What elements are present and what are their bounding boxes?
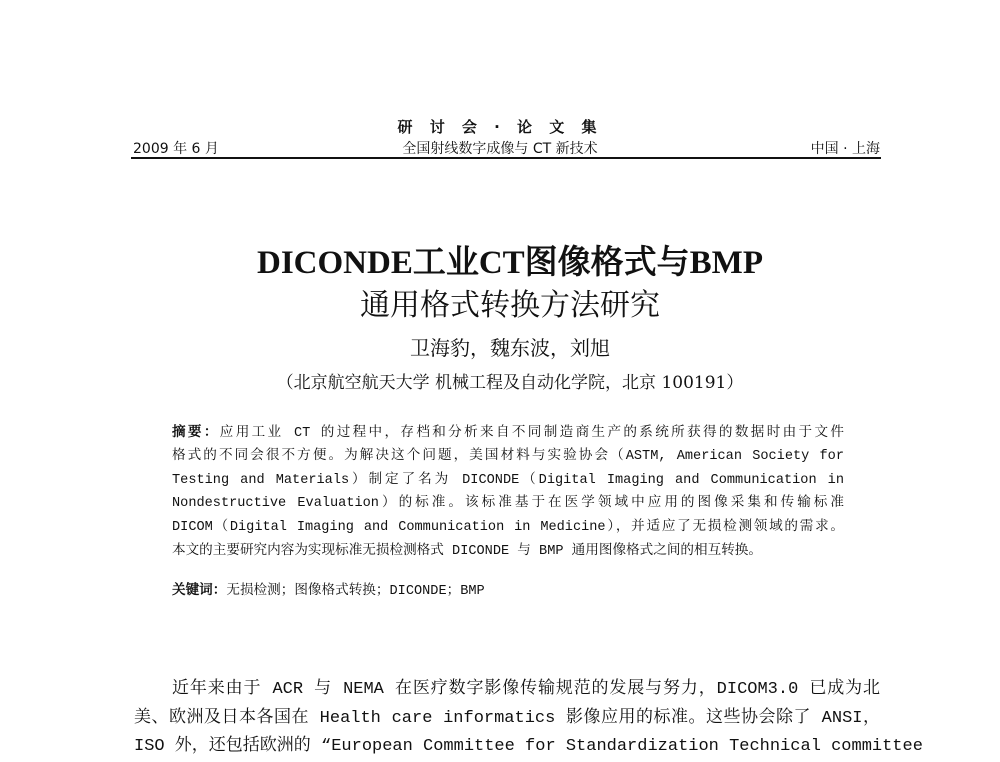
- header-rule: [131, 157, 881, 159]
- abstract-line: DICOM（Digital Imaging and Communication in Medicine），并适应了无损检测领域的需求。: [172, 520, 844, 536]
- header-conference: 全国射线数字成像与 CT 新技术: [402, 141, 598, 157]
- abstract-line: Testing and Materials）制定了名为 DICONDE（Digital Imaging and Communication in: [172, 472, 844, 488]
- abstract-line: 格式的不同会很不方便。为解决这个问题，美国材料与实验协会（ASTM, American Society for: [172, 448, 844, 464]
- abstract-line: Nondestructive Evaluation）的标准。该标准基于在医学领域中应用的图像采集和传输标准: [172, 496, 844, 512]
- header-date: 2009 年 6 月: [133, 141, 219, 157]
- body-paragraph: [134, 676, 923, 762]
- body-line: 美、欧洲及日本各国在 Health care informatics 影像应用的标准。这些协会除了 ANSI，: [134, 708, 880, 728]
- abstract: [172, 421, 844, 564]
- abstract-line-text: 应用工业 CT 的过程中，存档和分析来自不同制造商生产的系统所获得的数据时由于文件: [219, 426, 844, 441]
- body-line: ISO 外，还包括欧洲的 “European Committee for Standardization Technical committee: [134, 737, 923, 757]
- abstract-label: 摘要：: [172, 424, 220, 440]
- keywords-text: 无损检测；图像格式转换；DICONDE；BMP: [226, 584, 485, 599]
- paper-title-line-1: DICONDE工业CT图像格式与BMP: [256, 245, 763, 281]
- proceedings-series-label: 研 讨 会 · 论 文 集: [397, 118, 603, 136]
- abstract-line: [172, 421, 844, 445]
- keywords: [172, 578, 485, 599]
- abstract-line: 本文的主要研究内容为实现标准无损检测格式 DICONDE 与 BMP 通用图像格式之间的相互转换。: [172, 543, 762, 559]
- paper-title-line-2: 通用格式转换方法研究: [360, 288, 660, 323]
- paper-affiliation: （北京航空航天大学 机械工程及自动化学院，北京 100191）: [276, 373, 744, 393]
- keywords-label: 关键词：: [172, 582, 227, 598]
- paper-authors: 卫海豹，魏东波，刘旭: [410, 336, 610, 360]
- header-location: 中国 · 上海: [810, 141, 880, 157]
- body-line: 近年来由于 ACR 与 NEMA 在医疗数字影像传输规范的发展与努力，DICOM3.0 已成为北: [172, 680, 880, 699]
